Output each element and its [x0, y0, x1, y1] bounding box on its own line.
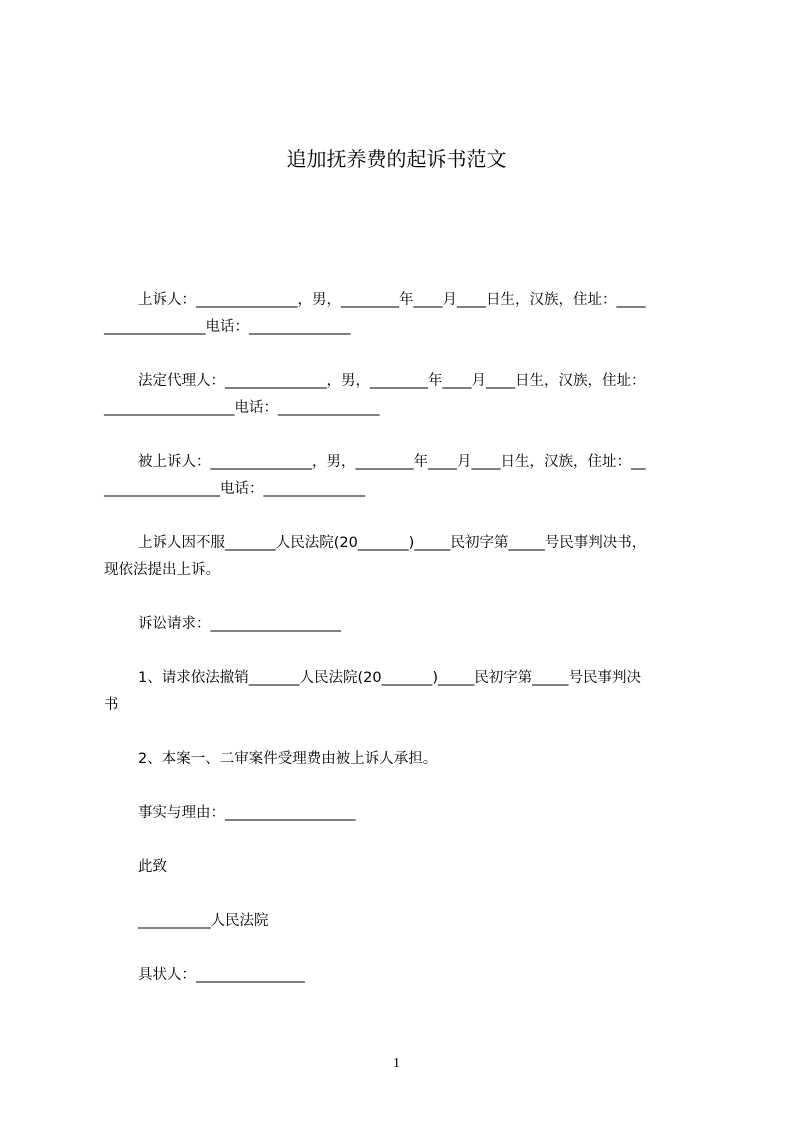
paragraph-9-line: 此致	[138, 859, 167, 875]
paragraph-2-line: 法定代理人：______________，男，________年____月____日生，汉族，住址：	[138, 373, 646, 389]
paragraph-10-line: __________人民法院	[138, 913, 269, 929]
paragraph-7-line: 2、本案一、二审案件受理费由被上诉人承担。	[138, 751, 438, 767]
paragraph-3-line: 被上诉人：______________，男，________年____月____日生，汉族，住址：__	[138, 454, 646, 470]
paragraph-2-line: __________________电话：______________	[104, 400, 380, 416]
paragraph-11-line: 具状人：_______________	[138, 967, 305, 983]
paragraph-4-line: 上诉人因不服_______人民法院(20_______)_____民初字第_____号民事判决书，	[138, 535, 647, 551]
document-title: 追加抚养费的起诉书范文	[286, 147, 507, 171]
paragraph-4-line: 现依法提出上诉。	[104, 562, 220, 578]
paragraph-8-line: 事实与理由：__________________	[138, 805, 356, 821]
paragraph-6-line: 1、请求依法撤销_______人民法院(20_______)_____民初字第_____号民事判决	[138, 670, 641, 686]
paragraph-5-line: 诉讼请求：__________________	[138, 616, 341, 632]
paragraph-1-line: 上诉人：______________，男，________年____月____日生，汉族，住址：____	[138, 292, 646, 308]
paragraph-6-line: 书	[104, 697, 119, 713]
paragraph-1-line: ______________电话：______________	[104, 319, 351, 335]
paragraph-3-line: ________________电话：______________	[104, 481, 365, 497]
page-number: 1	[393, 1056, 400, 1071]
